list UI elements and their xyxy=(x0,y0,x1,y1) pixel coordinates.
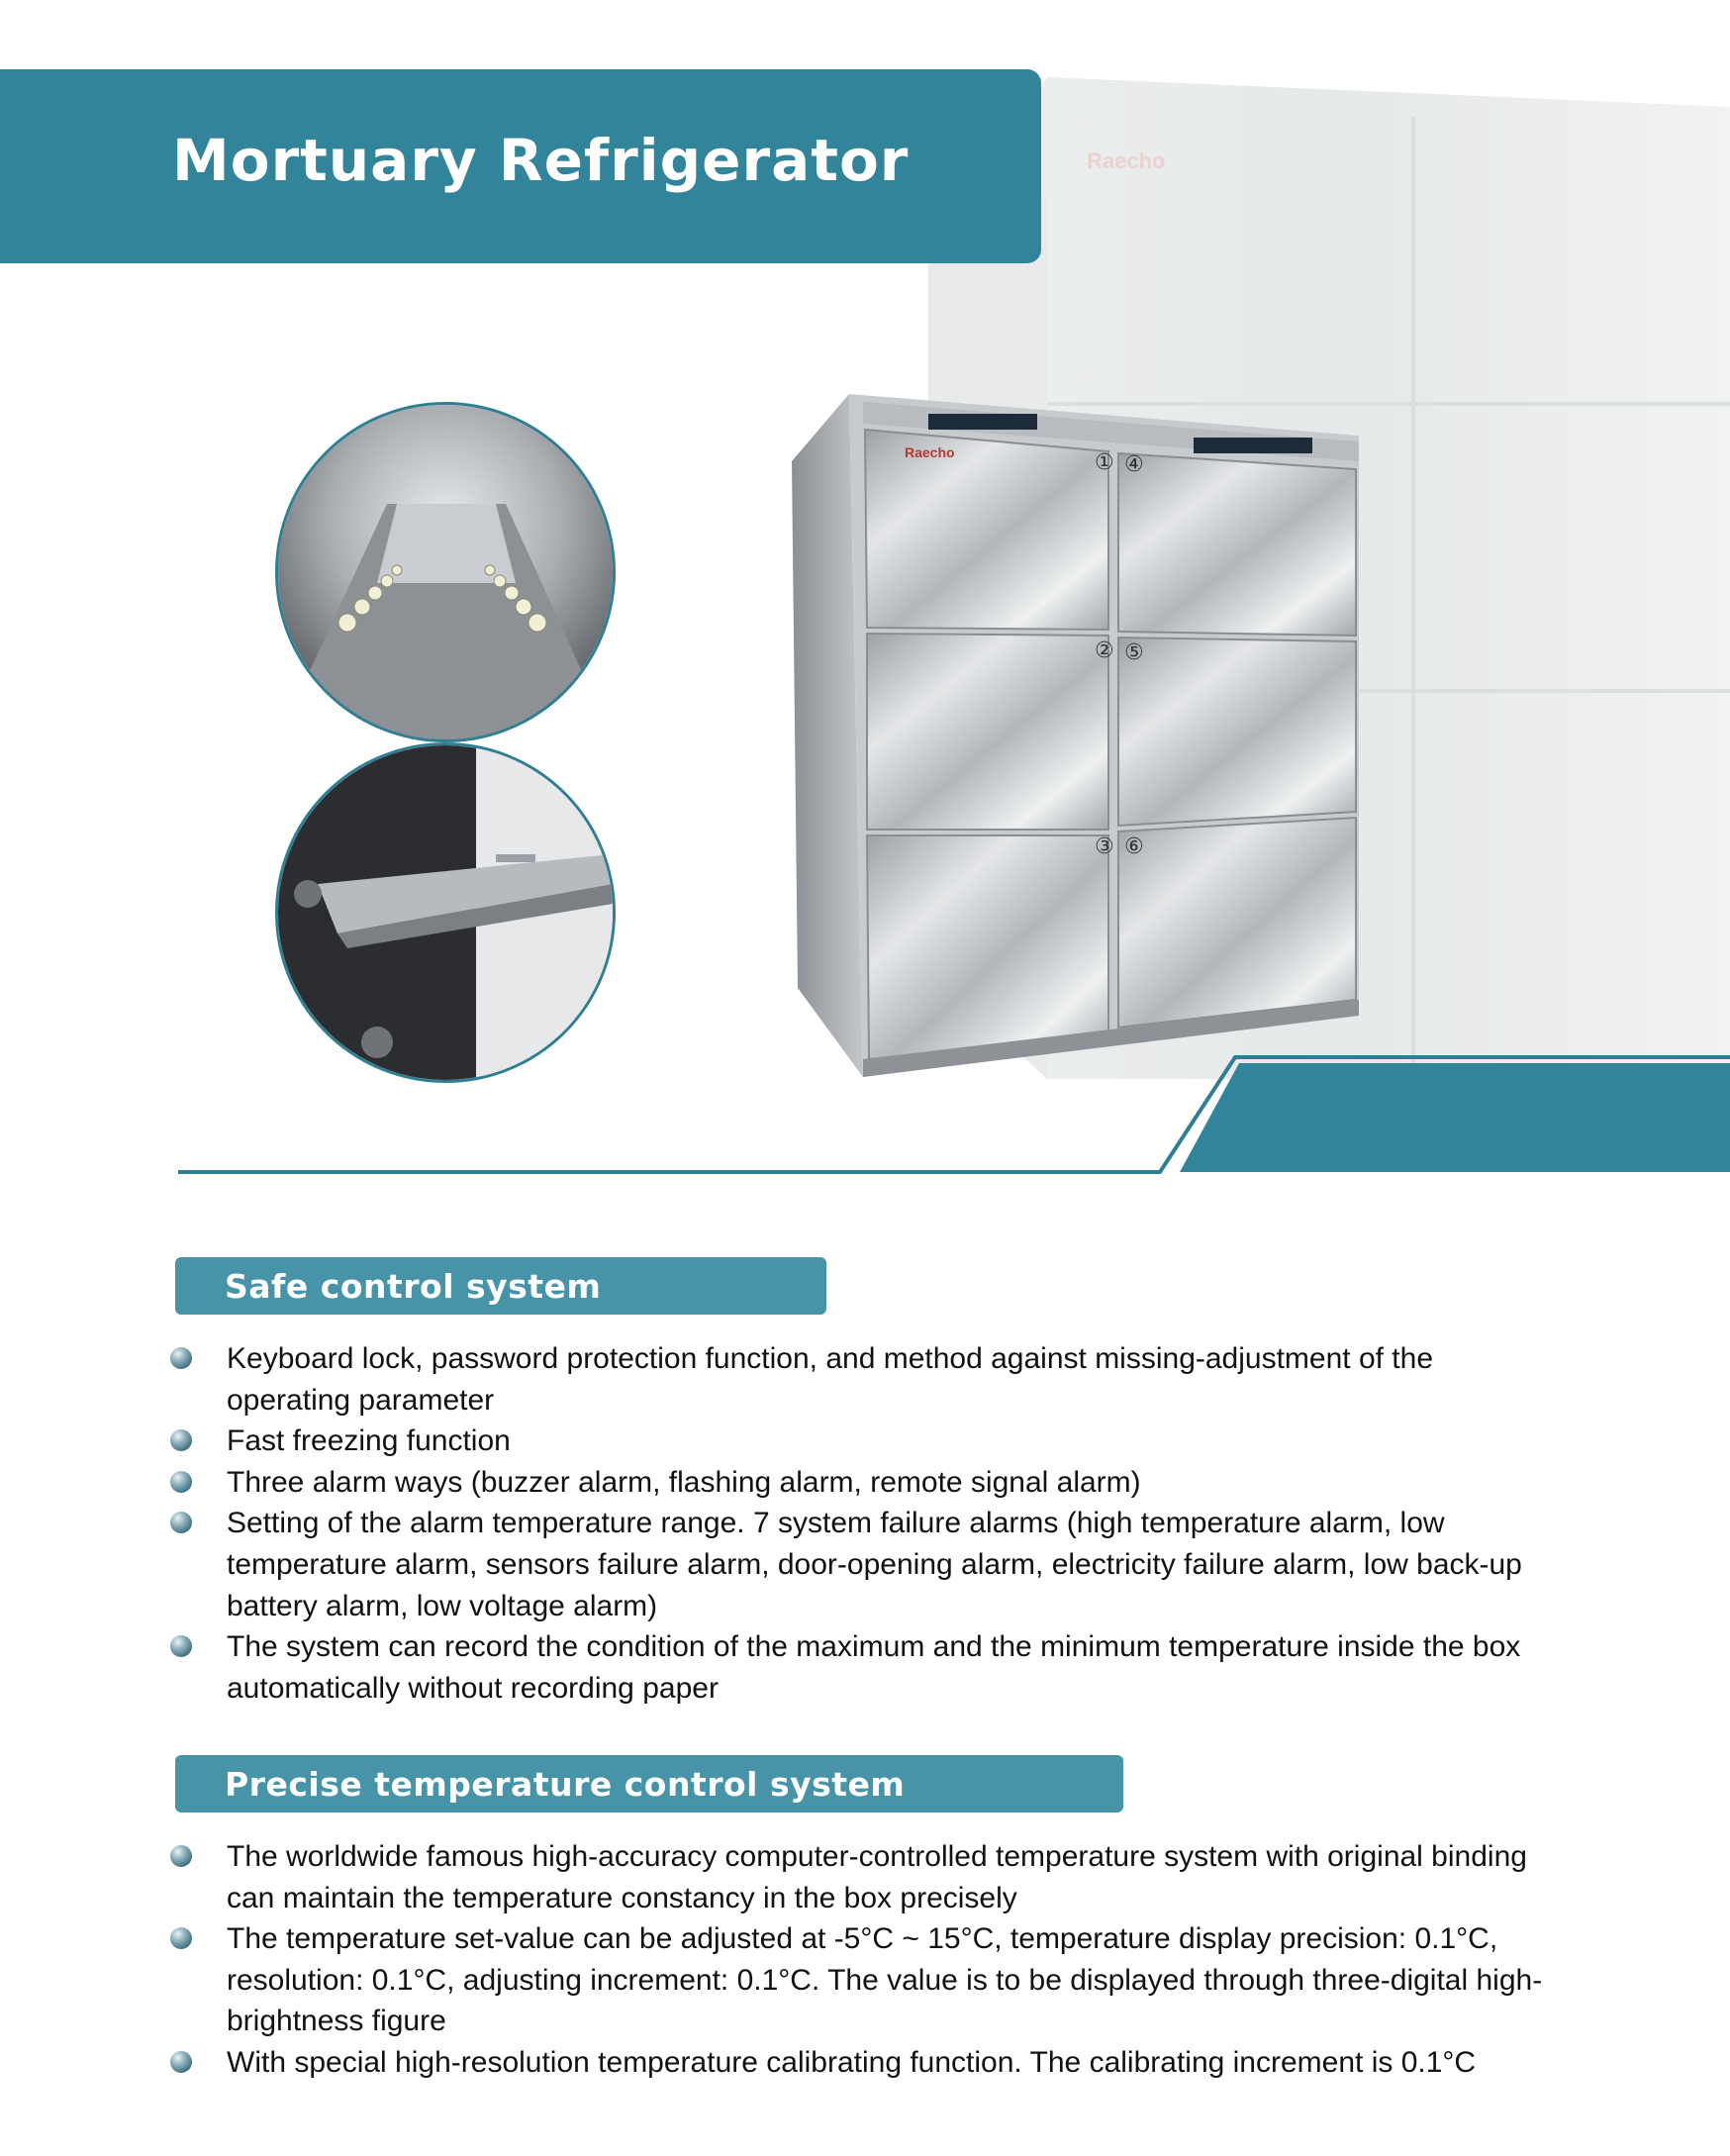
list-item: Fast freezing function xyxy=(170,1421,1556,1462)
list-item: Three alarm ways (buzzer alarm, flashing alarm, remote signal alarm) xyxy=(170,1462,1556,1504)
precise-temperature-list xyxy=(170,1836,1556,2084)
section-title: Safe control system xyxy=(225,1267,602,1306)
sphere-bullet-icon xyxy=(170,1927,192,1949)
door-number-3: ③ xyxy=(1095,834,1114,859)
door-number-4: ④ xyxy=(1124,452,1144,477)
door-number-5: ⑤ xyxy=(1124,640,1144,665)
sphere-bullet-icon xyxy=(170,1845,192,1867)
list-item: The system can record the condition of the maximum and the minimum temperature inside the box automatically without recording paper xyxy=(170,1626,1556,1709)
safe-control-list xyxy=(170,1338,1556,1709)
refrigerator-image xyxy=(790,394,1384,1089)
section-header-safe-control xyxy=(175,1257,826,1315)
sphere-bullet-icon xyxy=(170,1512,192,1533)
section-title: Precise temperature control system xyxy=(225,1765,906,1804)
list-item: Setting of the alarm temperature range. 7 system failure alarms (high temperature alarm, low temperature alarm, sensors failure alarm, door-opening alarm, electricity failure alarm, low back-up battery alarm, low voltage alarm) xyxy=(170,1503,1556,1626)
list-item: Keyboard lock, password protection function, and method against missing-adjustment of the operating parameter xyxy=(170,1338,1556,1421)
door-number-6: ⑥ xyxy=(1124,834,1144,859)
list-item: The temperature set-value can be adjusted at -5°C ~ 15°C, temperature display precision: 0.1°C, resolution: 0.1°C, adjusting increment: 0.1°C. The value is to be displayed through three-digital high-brightness figure xyxy=(170,1918,1556,2042)
interior-photo xyxy=(275,402,616,742)
section-header-precise-temperature xyxy=(175,1755,1123,1813)
sphere-bullet-icon xyxy=(170,1635,192,1657)
door-number-2: ② xyxy=(1095,638,1114,663)
door-number-1: ① xyxy=(1095,450,1114,475)
brand-logo: Raecho xyxy=(905,444,955,460)
decorative-band xyxy=(0,1049,1730,1183)
sphere-bullet-icon xyxy=(170,1429,192,1451)
svg-text:Raecho: Raecho xyxy=(1087,148,1166,173)
sphere-bullet-icon xyxy=(170,1347,192,1369)
open-drawer-photo xyxy=(275,742,616,1083)
sphere-bullet-icon xyxy=(170,2051,192,2073)
list-item: The worldwide famous high-accuracy computer-controlled temperature system with original binding can maintain the temperature constancy in the box precisely xyxy=(170,1836,1556,1918)
sphere-bullet-icon xyxy=(170,1471,192,1493)
page-title: Mortuary Refrigerator xyxy=(172,127,910,194)
list-item: With special high-resolution temperature calibrating function. The calibrating increment is 0.1°C xyxy=(170,2042,1556,2084)
